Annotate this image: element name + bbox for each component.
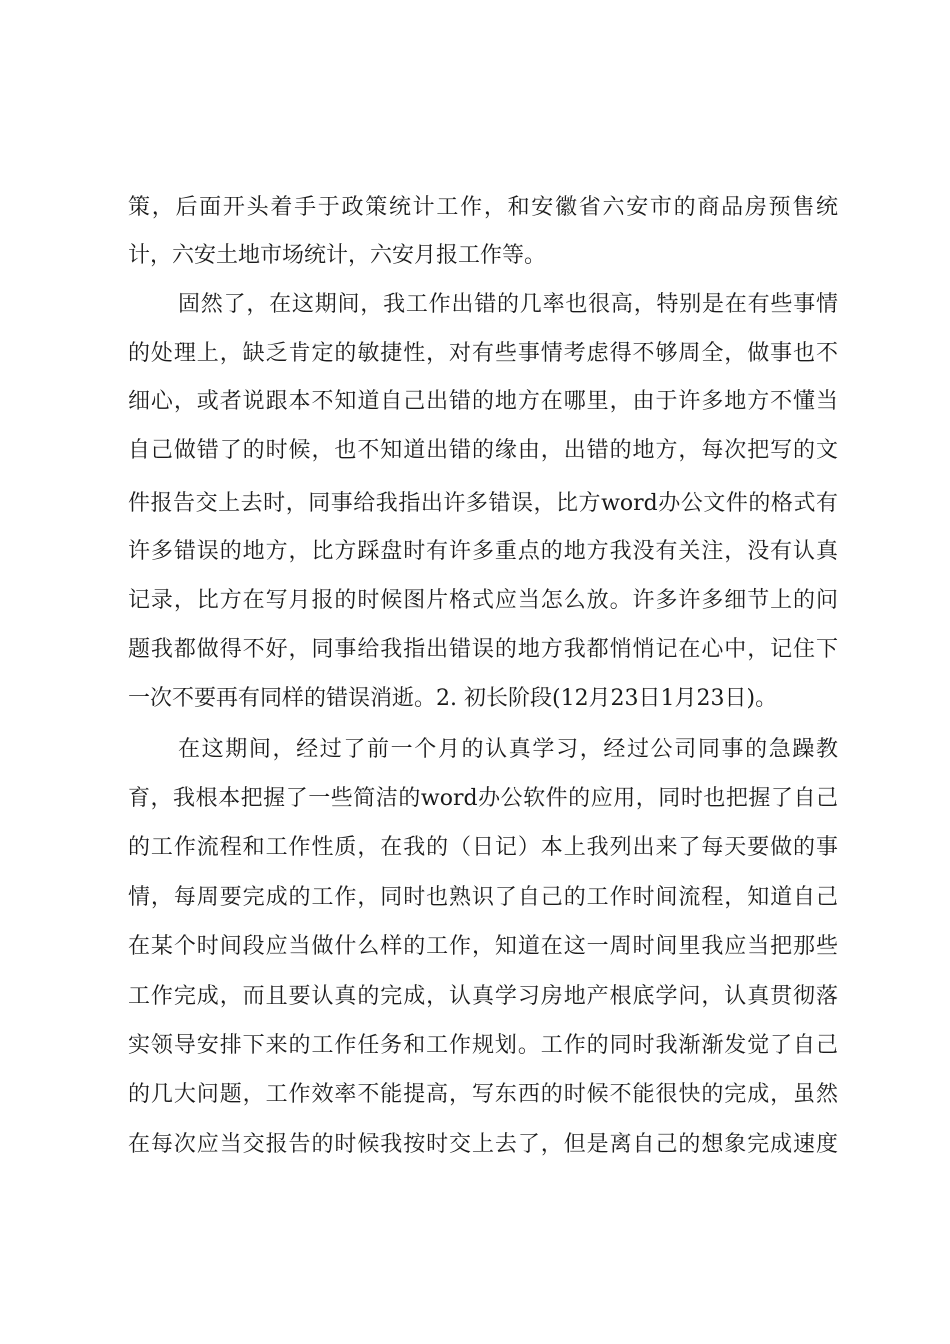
text-line: 的几大问题，工作效率不能提高，写东西的时候不能很快的完成，虽然 — [128, 1082, 838, 1107]
text-line: 细心，或者说跟本不知道自己出错的地方在哪里，由于许多地方不懂当 — [128, 389, 838, 414]
text-line: 许多错误的地方，比方踩盘时有许多重点的地方我没有关注，没有认真 — [128, 539, 838, 564]
text-line: 情，每周要完成的工作，同时也熟识了自己的工作时间流程，知道自己 — [128, 885, 838, 910]
text-line: 育，我根本把握了一些简洁的word办公软件的应用，同时也把握了自己 — [128, 786, 838, 811]
text-line: 题我都做得不好，同事给我指出错误的地方我都悄悄记在心中，记住下 — [128, 637, 838, 662]
text-line: 在某个时间段应当做什么样的工作，知道在这一周时间里我应当把那些 — [128, 934, 838, 959]
text-line: 策，后面开头着手于政策统计工作，和安徽省六安市的商品房预售统 — [128, 195, 838, 220]
text-line: 实领导安排下来的工作任务和工作规划。工作的同时我渐渐发觉了自己 — [128, 1033, 838, 1058]
text-line: 计，六安土地市场统计，六安月报工作等。 — [128, 243, 547, 268]
paragraph-first-line: 固然了，在这期间，我工作出错的几率也很高，特别是在有些事情 — [178, 292, 838, 317]
text-line: 工作完成，而且要认真的完成，认真学习房地产根底学问，认真贯彻落 — [128, 984, 838, 1009]
text-line: 的工作流程和工作性质，在我的（日记）本上我列出来了每天要做的事 — [128, 835, 838, 860]
text-line: 记录，比方在写月报的时候图片格式应当怎么放。许多许多细节上的问 — [128, 588, 838, 613]
text-line: 件报告交上去时，同事给我指出许多错误，比方word办公文件的格式有 — [128, 491, 838, 516]
text-line: 一次不要再有同样的错误消逝。2. 初长阶段(12月23日1月23日)。 — [128, 686, 778, 711]
paragraph-first-line: 在这期间，经过了前一个月的认真学习，经过公司同事的急躁教 — [178, 737, 838, 762]
text-line: 在每次应当交报告的时候我按时交上去了，但是离自己的想象完成速度 — [128, 1132, 838, 1157]
text-line: 的处理上，缺乏肯定的敏捷性，对有些事情考虑得不够周全，做事也不 — [128, 341, 838, 366]
text-line: 自己做错了的时候，也不知道出错的缘由，出错的地方，每次把写的文 — [128, 438, 838, 463]
